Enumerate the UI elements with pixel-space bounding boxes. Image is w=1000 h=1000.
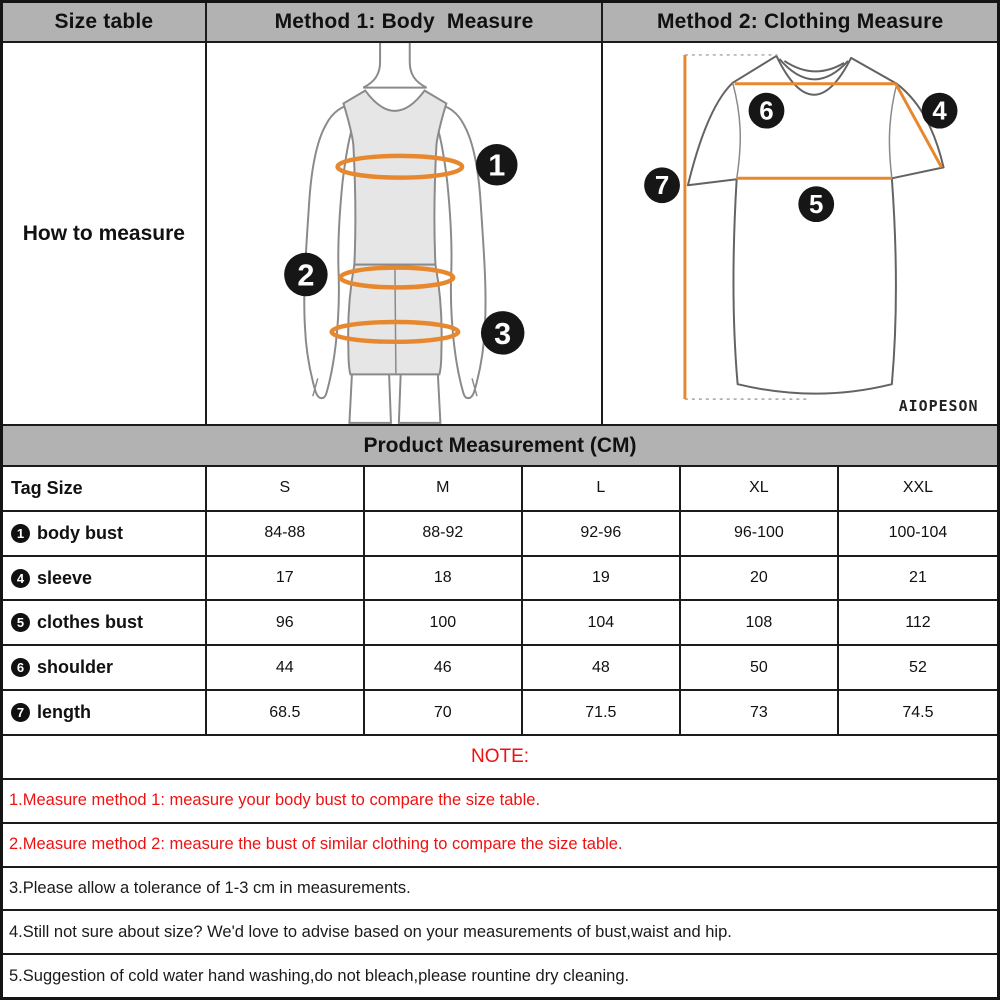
value-cell: 84-88: [207, 512, 365, 555]
note-item-4: 4.Still not sure about size? We'd love to advise based on your measurements of bust,waist and hip.: [3, 909, 997, 953]
value-cell: 19: [523, 557, 681, 600]
row-label: body bust: [37, 522, 123, 543]
measure-diagrams-row: [3, 43, 997, 426]
circled-number-badge: 6: [11, 658, 30, 677]
table-header-row: [3, 467, 997, 512]
value-cell: 68.5: [207, 691, 365, 734]
value-cell: 50: [681, 646, 839, 689]
marker-1-label: 1: [488, 148, 506, 183]
value-cell: 46: [365, 646, 523, 689]
value-cell: 71.5: [523, 691, 681, 734]
value-cell: 70: [365, 691, 523, 734]
table-row-body-bust: [3, 512, 997, 557]
value-cell: 88-92: [365, 512, 523, 555]
value-cell: 44: [207, 646, 365, 689]
row-label-cell: [3, 646, 207, 689]
row-label: sleeve: [37, 567, 93, 588]
top-header-row: [3, 3, 997, 43]
marker-5-label: 5: [809, 191, 824, 220]
col-header-l: L: [523, 467, 681, 510]
value-cell: 108: [681, 601, 839, 644]
collar-rib-outer: [780, 59, 849, 79]
collar-rib-inner: [785, 61, 845, 71]
circled-number-badge: 5: [11, 613, 30, 632]
value-cell: 104: [523, 601, 681, 644]
table-row-sleeve: [3, 557, 997, 602]
body-neck: [363, 43, 426, 88]
marker-3-label: 3: [493, 316, 511, 351]
row-label-cell: [3, 557, 207, 600]
row-label-cell: [3, 601, 207, 644]
value-cell: 52: [839, 646, 997, 689]
col-header-m: M: [365, 467, 523, 510]
header-method1: Method 1: Body Measure: [207, 3, 604, 43]
body-figure-illustration: [207, 43, 602, 424]
brand-text: AIOPESON: [899, 397, 979, 416]
notes-list: [3, 780, 997, 997]
table-row-clothes-bust: [3, 601, 997, 646]
col-header-xxl: XXL: [839, 467, 997, 510]
value-cell: 21: [839, 557, 997, 600]
circled-number-badge: 1: [11, 524, 30, 543]
note-title: NOTE:: [3, 736, 997, 780]
header-size-table: Size table: [3, 3, 207, 43]
note-item-1: 1.Measure method 1: measure your body bust to compare the size table.: [3, 780, 997, 822]
marker-6-label: 6: [759, 97, 775, 126]
value-cell: 20: [681, 557, 839, 600]
marker-7-label: 7: [655, 172, 670, 201]
measurement-title-band: Product Measurement (CM): [3, 426, 997, 467]
col-header-tag-size: Tag Size: [3, 467, 207, 510]
clothing-measure-diagram: [603, 43, 997, 426]
row-label-cell: [3, 691, 207, 734]
value-cell: 17: [207, 557, 365, 600]
note-item-2: 2.Measure method 2: measure the bust of similar clothing to compare the size table.: [3, 822, 997, 866]
tshirt-outline: [688, 56, 944, 394]
marker-2-label: 2: [297, 258, 315, 293]
col-header-s: S: [207, 467, 365, 510]
table-row-shoulder: [3, 646, 997, 691]
value-cell: 96-100: [681, 512, 839, 555]
measurement-table: [3, 467, 997, 736]
value-cell: 92-96: [523, 512, 681, 555]
row-label-cell: [3, 512, 207, 555]
body-measure-diagram: [207, 43, 604, 426]
col-header-xl: XL: [681, 467, 839, 510]
circled-number-badge: 4: [11, 569, 30, 588]
value-cell: 74.5: [839, 691, 997, 734]
circled-number-badge: 7: [11, 703, 30, 722]
row-label: length: [37, 702, 91, 723]
row-label: clothes bust: [37, 612, 144, 633]
row-label: shoulder: [37, 657, 114, 678]
value-cell: 100: [365, 601, 523, 644]
table-row-length: [3, 691, 997, 736]
value-cell: 100-104: [839, 512, 997, 555]
value-cell: 18: [365, 557, 523, 600]
value-cell: 96: [207, 601, 365, 644]
marker-4-label: 4: [932, 97, 948, 126]
value-cell: 48: [523, 646, 681, 689]
note-item-5: 5.Suggestion of cold water hand washing,do not bleach,please rountine dry cleaning.: [3, 953, 997, 997]
note-item-3: 3.Please allow a tolerance of 1-3 cm in measurements.: [3, 866, 997, 910]
value-cell: 73: [681, 691, 839, 734]
how-to-measure-label: How to measure: [3, 43, 207, 426]
header-method2: Method 2: Clothing Measure: [603, 3, 997, 43]
tshirt-illustration: [603, 43, 997, 424]
value-cell: 112: [839, 601, 997, 644]
shorts-center-seam: [395, 266, 396, 374]
